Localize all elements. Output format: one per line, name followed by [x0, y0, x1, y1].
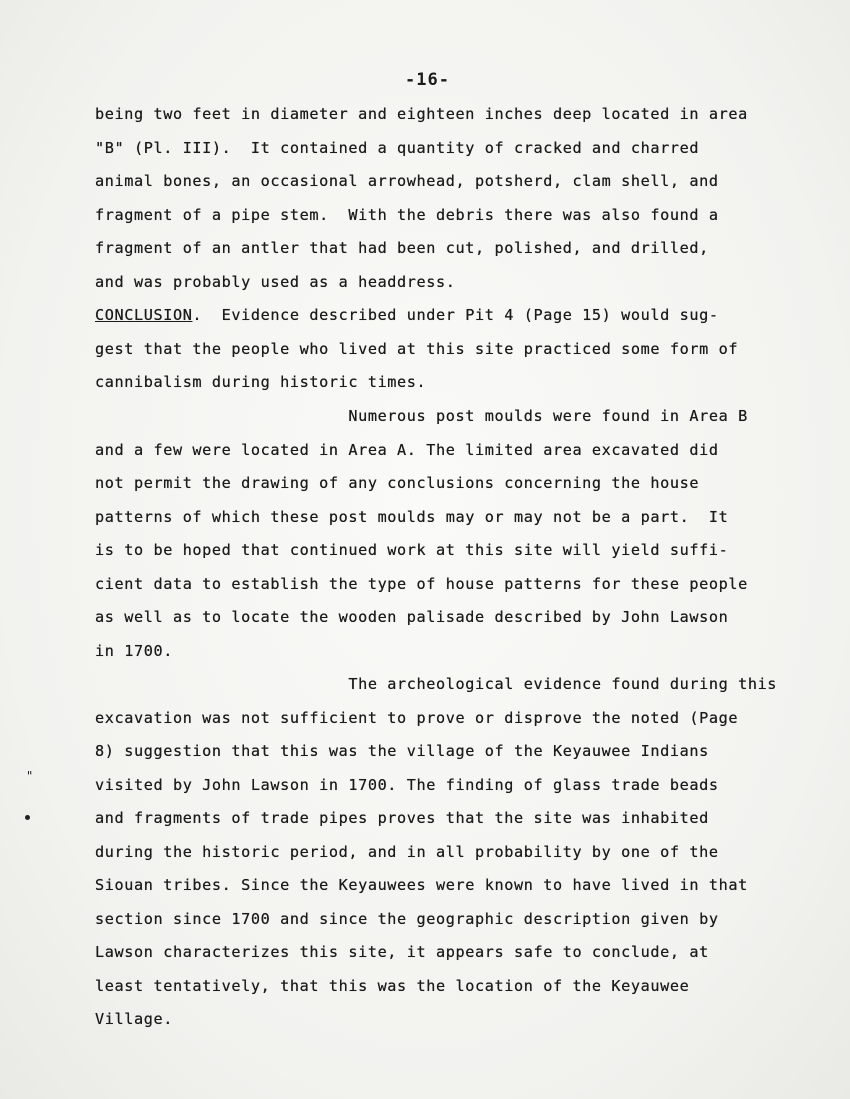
text-line: 8) suggestion that this was the village of the Keyauwee Indians — [95, 742, 709, 760]
text-line: The archeological evidence found during this — [95, 675, 778, 693]
text-line: during the historic period, and in all probability by one of the — [95, 843, 719, 861]
text-line: Lawson characterizes this site, it appears safe to conclude, at — [95, 943, 709, 961]
text-line: and fragments of trade pipes proves that the site was inhabited — [95, 809, 709, 827]
text-line: cient data to establish the type of house patterns for these people — [95, 575, 748, 593]
conclusion-heading: CONCLUSION — [95, 306, 193, 324]
text-line: Siouan tribes. Since the Keyauwees were known to have lived in that — [95, 876, 748, 894]
text-line: least tentatively, that this was the location of the Keyauwee — [95, 977, 690, 995]
page-number: -16- — [405, 70, 450, 90]
text-line: section since 1700 and since the geographic description given by — [95, 910, 719, 928]
text-line: patterns of which these post moulds may or may not be a part. It — [95, 508, 729, 526]
margin-mark: " — [26, 769, 34, 783]
text-line: Numerous post moulds were found in Area B — [95, 407, 748, 425]
text-line: as well as to locate the wooden palisade described by John Lawson — [95, 608, 729, 626]
text-line: visited by John Lawson in 1700. The finding of glass trade beads — [95, 776, 719, 794]
margin-dot — [25, 815, 30, 820]
text-line: and was probably used as a headdress. — [95, 273, 456, 291]
text-line: cannibalism during historic times. — [95, 373, 427, 391]
text-line: in 1700. — [95, 642, 173, 660]
text-line: Village. — [95, 1010, 173, 1028]
text-line: gest that the people who lived at this site practiced some form of — [95, 340, 739, 358]
text-line: not permit the drawing of any conclusions concerning the house — [95, 474, 700, 492]
text-line: is to be hoped that continued work at this site will yield suffi- — [95, 541, 729, 559]
text-line: "B" (Pl. III). It contained a quantity of cracked and charred — [95, 139, 700, 157]
text-line: animal bones, an occasional arrowhead, potsherd, clam shell, and — [95, 172, 719, 190]
conclusion-first-line: . Evidence described under Pit 4 (Page 15) would sug- — [192, 306, 719, 324]
conclusion-line — [95, 305, 719, 325]
text-line: excavation was not sufficient to prove or disprove the noted (Page — [95, 709, 739, 727]
text-line: and a few were located in Area A. The limited area excavated did — [95, 441, 719, 459]
text-line: fragment of an antler that had been cut, polished, and drilled, — [95, 239, 709, 257]
text-line: fragment of a pipe stem. With the debris there was also found a — [95, 206, 719, 224]
text-line: being two feet in diameter and eighteen inches deep located in area — [95, 105, 748, 123]
